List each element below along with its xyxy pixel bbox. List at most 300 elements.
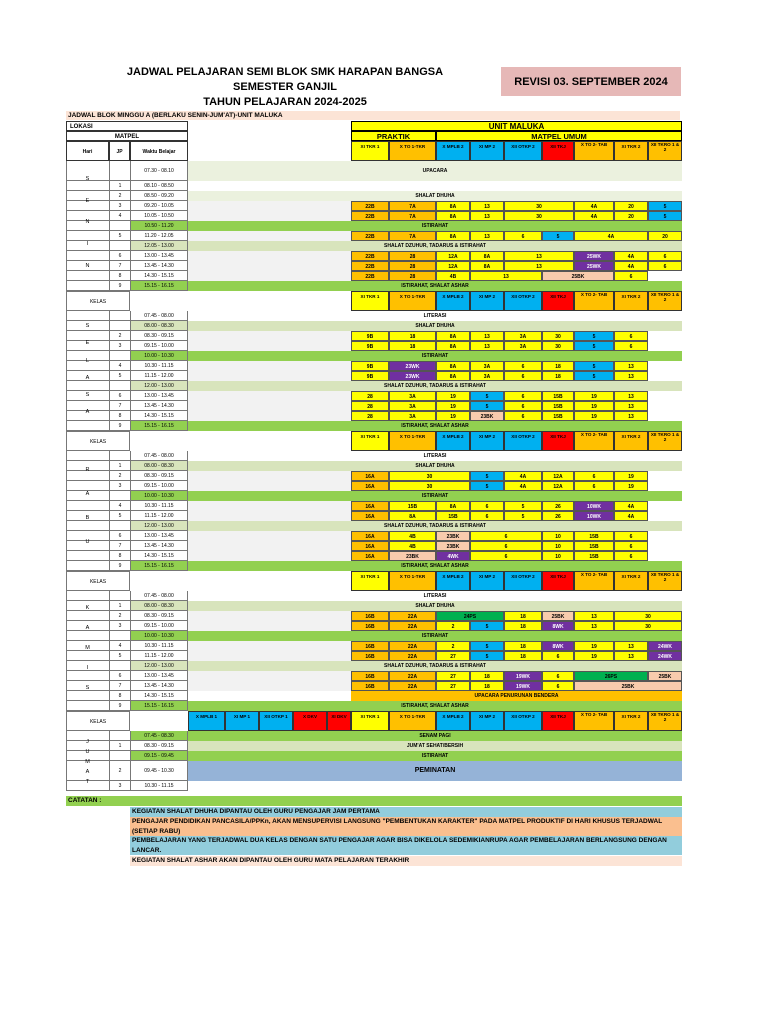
time-cell: 13.45 - 14.30 (130, 541, 188, 551)
header-row (66, 131, 682, 141)
jp-cell: 7 (109, 541, 130, 551)
day-letter-cell (66, 501, 109, 511)
header-row (66, 121, 682, 131)
schedule-cell: 28 (351, 391, 389, 401)
schedule-row (66, 631, 682, 641)
class-header: XII TKJ (542, 431, 574, 451)
schedule-cell: 8A (436, 341, 470, 351)
schedule-cell: 4A (614, 501, 648, 511)
time-cell: 14.30 - 15.15 (130, 411, 188, 421)
schedule-cell: 6 (614, 551, 648, 561)
jp-cell (109, 381, 130, 391)
class-header: X MPLB 2 (436, 431, 470, 451)
schedule-cell: 3A (470, 371, 504, 381)
kelas-header-row (66, 291, 682, 311)
kelas-label: KELAS (66, 571, 130, 591)
schedule-cell: 15B (389, 501, 436, 511)
schedule-cell: 5 (574, 371, 614, 381)
schedule-cell: 20 (614, 211, 648, 221)
schedule-cell: 19 (574, 391, 614, 401)
class-header: X MPLB 1 (188, 711, 225, 731)
schedule-cell: 6 (470, 511, 504, 521)
activity-band: ISTIRAHAT, SHALAT ASHAR (188, 701, 682, 711)
schedule-cell: 18 (542, 371, 574, 381)
schedule-cell: 15B (574, 531, 614, 541)
schedule-cell: 15B (436, 511, 470, 521)
schedule-cell: 19WK (504, 671, 542, 681)
schedule-row (66, 251, 682, 261)
jp-cell: 3 (109, 201, 130, 211)
kelas-label: KELAS (66, 291, 130, 311)
schedule-cell: 27 (436, 681, 470, 691)
schedule-cell: 13 (574, 621, 614, 631)
schedule-cell: 4A (504, 471, 542, 481)
schedule-cell: 6 (614, 331, 648, 341)
schedule-row (66, 241, 682, 251)
schedule-cell: 13 (614, 411, 648, 421)
day-letter: U (85, 749, 90, 755)
day-letter: A (85, 409, 90, 415)
day-letter-cell (66, 251, 109, 261)
schedule-cell: 13 (470, 211, 504, 221)
class-header: X TO 1-TKR (389, 141, 436, 161)
empty-area (188, 251, 351, 261)
schedule-row (66, 681, 682, 691)
class-header: XI MP 2 (470, 711, 504, 731)
schedule-cell: 6 (614, 541, 648, 551)
class-header: XII TKJ (542, 291, 574, 311)
class-header: XI DKV (327, 711, 351, 731)
schedule-cell: 6 (504, 391, 542, 401)
day-letter: M (85, 645, 90, 651)
time-cell: 09.15 - 10.00 (130, 481, 188, 491)
schedule-row (66, 191, 682, 201)
jp-cell: 7 (109, 401, 130, 411)
class-header: XII OTKP 1 (259, 711, 293, 731)
schedule-cell: 4B (389, 541, 436, 551)
activity-band: UPACARA (188, 161, 682, 181)
schedule-row (66, 751, 682, 761)
day-letter-cell (66, 561, 109, 571)
schedule-cell: 6 (614, 271, 648, 281)
class-header: X TO 2- TAB (574, 571, 614, 591)
schedule-cell: 4A (504, 481, 542, 491)
schedule-cell: 12A (542, 471, 574, 481)
waktu-header: Waktu Belajar (130, 141, 188, 161)
schedule-cell: 19 (574, 411, 614, 421)
schedule-cell: 18 (542, 361, 574, 371)
schedule-row (66, 701, 682, 711)
schedule-cell: 16A (351, 501, 389, 511)
schedule-cell: 8WK (542, 621, 574, 631)
schedule-cell: 22A (389, 671, 436, 681)
activity-band: ISTIRAHAT (188, 631, 682, 641)
schedule-row (66, 411, 682, 421)
schedule-cell: 6 (542, 681, 574, 691)
schedule-cell: 5 (470, 401, 504, 411)
schedule-cell: 16B (351, 651, 389, 661)
schedule-cell: 28 (389, 251, 436, 261)
day-letter: A (85, 625, 90, 631)
schedule-row (66, 321, 682, 331)
schedule-cell: 5 (574, 361, 614, 371)
time-cell: 08.10 - 08.50 (130, 181, 188, 191)
schedule-cell: 2 (436, 641, 470, 651)
activity-band: ISTIRAHAT, SHALAT ASHAR (188, 561, 682, 571)
schedule-row (66, 461, 682, 471)
jp-cell (109, 661, 130, 671)
jp-cell: 6 (109, 671, 130, 681)
schedule-cell: 5 (574, 341, 614, 351)
schedule-row (66, 371, 682, 381)
schedule-cell: 8A (389, 511, 436, 521)
schedule-cell: 18 (389, 341, 436, 351)
schedule-cell: 30 (614, 611, 682, 621)
schedule-row (66, 381, 682, 391)
time-cell: 13.00 - 13.45 (130, 531, 188, 541)
schedule-cell: 4A (614, 261, 648, 271)
schedule-cell: 5 (542, 231, 574, 241)
empty-area (188, 551, 351, 561)
jp-header: JP (109, 141, 130, 161)
schedule-cell: 13 (614, 401, 648, 411)
activity-band: ISTIRAHAT, SHALAT ASHAR (188, 421, 682, 431)
schedule-cell: 8A (436, 371, 470, 381)
schedule-cell: 19 (436, 411, 470, 421)
hari-header: Hari (66, 141, 109, 161)
schedule-row (66, 361, 682, 371)
schedule-cell: 13 (614, 361, 648, 371)
time-cell: 07.45 - 08.00 (130, 591, 188, 601)
jp-cell: 1 (109, 741, 130, 751)
time-cell: 13.45 - 14.30 (130, 681, 188, 691)
time-cell: 10.00 - 10.30 (130, 631, 188, 641)
schedule-cell: 6 (504, 361, 542, 371)
schedule-cell: 19 (614, 481, 648, 491)
time-cell: 09.15 - 10.00 (130, 341, 188, 351)
jp-cell: 5 (109, 651, 130, 661)
schedule-cell: 25WK (574, 251, 614, 261)
time-cell: 14.30 - 15.15 (130, 551, 188, 561)
day-letter: E (85, 198, 90, 204)
activity-band: LITERASI (188, 451, 682, 461)
schedule-row (66, 451, 682, 461)
time-cell: 07.45 - 08.30 (130, 731, 188, 741)
time-cell: 10.30 - 11.15 (130, 781, 188, 791)
schedule-row (66, 481, 682, 491)
jp-cell: 3 (109, 341, 130, 351)
day-letter: B (85, 515, 90, 521)
empty-area (188, 211, 351, 221)
schedule-row (66, 561, 682, 571)
day-letter: A (85, 769, 90, 775)
schedule-cell: 16B (351, 611, 389, 621)
jp-cell: 7 (109, 261, 130, 271)
schedule-cell: 28 (351, 401, 389, 411)
schedule-cell: 8A (436, 201, 470, 211)
schedule-cell: 10 (542, 551, 574, 561)
class-header: XII TKRO 1 & 2 (648, 141, 682, 161)
schedule-cell: 13 (614, 371, 648, 381)
schedule-cell: 4A (614, 251, 648, 261)
note-3: PEMBELAJARAN YANG TERJADWAL DUA KELAS DENGAN SATU PENGAJAR AGAR BISA DIKELOLA SEDEMIKIANRUPA AGAR PEMBELAJARAN BERLANGSUNG DENGAN LANCAR. (130, 836, 682, 855)
schedule-cell: 30 (542, 341, 574, 351)
schedule-cell: 6 (470, 531, 542, 541)
schedule-cell: 8A (470, 261, 504, 271)
jp-cell: 5 (109, 231, 130, 241)
time-cell: 15.15 - 16.15 (130, 561, 188, 571)
schedule-row (66, 331, 682, 341)
class-header: X DKV (293, 711, 327, 731)
jp-cell: 9 (109, 281, 130, 291)
empty-area (188, 471, 351, 481)
schedule-row (66, 521, 682, 531)
matpel-label: MATPEL (66, 131, 188, 141)
schedule-cell: 18 (504, 651, 542, 661)
jp-cell (109, 241, 130, 251)
schedule-cell: 13 (614, 651, 648, 661)
schedule-cell: 13 (574, 611, 614, 621)
schedule-cell: 8A (436, 231, 470, 241)
day-letter: E (85, 340, 90, 346)
time-cell: 12.05 - 13.00 (130, 241, 188, 251)
class-header: XI TKR 1 (351, 711, 389, 731)
activity-band: SHALAT DZUHUR, TADARUS & ISTIRAHAT (188, 661, 682, 671)
time-cell: 08.00 - 08.30 (130, 601, 188, 611)
schedule-row (66, 661, 682, 671)
schedule-cell: 4B (436, 271, 470, 281)
schedule-cell: 16A (351, 471, 389, 481)
schedule-cell: 19 (574, 641, 614, 651)
jp-cell (109, 631, 130, 641)
schedule-row (66, 501, 682, 511)
activity-band: ISTIRAHAT, SHALAT ASHAR (188, 281, 682, 291)
empty-area (188, 611, 351, 621)
schedule-row (66, 401, 682, 411)
class-header: X TO 2- TAB (574, 141, 614, 161)
matpel-umum-label: MATPEL UMUM (436, 131, 682, 141)
time-cell: 08.30 - 09.15 (130, 331, 188, 341)
time-cell: 15.15 - 16.15 (130, 281, 188, 291)
schedule-row (66, 541, 682, 551)
time-cell: 11.20 - 12.05 (130, 231, 188, 241)
schedule-row (66, 641, 682, 651)
schedule-cell: 30 (504, 201, 574, 211)
class-header: XII TKRO 1 & 2 (648, 711, 682, 731)
schedule-cell: 7A (389, 231, 436, 241)
schedule-cell: 30 (504, 211, 574, 221)
title-line-1: JADWAL PELAJARAN SEMI BLOK SMK HARAPAN BANGSA (126, 66, 444, 78)
time-cell: 08.30 - 09.15 (130, 741, 188, 751)
schedule-cell: 27 (436, 651, 470, 661)
schedule-cell: 19 (436, 391, 470, 401)
jp-cell: 4 (109, 211, 130, 221)
schedule-cell: 22B (351, 201, 389, 211)
schedule-cell: 13 (504, 251, 574, 261)
class-header: XI TKR 1 (351, 431, 389, 451)
empty-area (188, 341, 351, 351)
time-cell: 11.15 - 12.00 (130, 651, 188, 661)
schedule-cell: 6 (504, 411, 542, 421)
empty-area (188, 361, 351, 371)
schedule-cell: 25WK (574, 261, 614, 271)
activity-band: ISTIRAHAT (188, 221, 682, 231)
empty-area (188, 371, 351, 381)
time-cell: 09.20 - 10.05 (130, 201, 188, 211)
activity-band: JUM'AT SEHAT/BERSIH (188, 741, 682, 751)
activity-band: LITERASI (188, 311, 682, 321)
empty-area (188, 231, 351, 241)
schedule-row (66, 221, 682, 231)
schedule-cell: 25BK (574, 681, 682, 691)
schedule-cell: 16A (351, 481, 389, 491)
schedule-cell: 30 (542, 331, 574, 341)
schedule-cell: 8A (436, 361, 470, 371)
schedule-row (66, 651, 682, 661)
schedule-cell: 23BK (436, 531, 470, 541)
schedule-cell: 22B (351, 231, 389, 241)
schedule-row (66, 311, 682, 321)
schedule-cell: 26 (542, 511, 574, 521)
schedule-cell: 6 (542, 671, 574, 681)
schedule-cell: 19 (436, 401, 470, 411)
class-header: X TO 1-TKR (389, 291, 436, 311)
schedule-row (66, 341, 682, 351)
schedule-cell: 10 (542, 541, 574, 551)
class-header: X MPLB 2 (436, 711, 470, 731)
class-header: XII OTKP 2 (504, 141, 542, 161)
schedule-row (66, 731, 682, 741)
schedule-cell: 28 (351, 411, 389, 421)
schedule-cell: 24PS (436, 611, 504, 621)
schedule-cell: 10WK (574, 501, 614, 511)
day-letter: N (85, 263, 90, 269)
class-header: XI TKR 2 (614, 291, 648, 311)
schedule-cell: 25BK (542, 611, 574, 621)
schedule-cell: 8A (436, 211, 470, 221)
schedule-cell: 25BK (542, 271, 614, 281)
schedule-cell: 6 (614, 341, 648, 351)
time-cell: 12.00 - 13.00 (130, 381, 188, 391)
jp-cell (109, 521, 130, 531)
schedule-row (66, 281, 682, 291)
activity-band: SHALAT DZUHUR, TADARUS & ISTIRAHAT (188, 521, 682, 531)
activity-band: SHALAT DHUHA (188, 191, 682, 201)
empty-area (188, 671, 351, 681)
class-header: XI TKR 2 (614, 571, 648, 591)
class-header: X TO 1-TKR (389, 431, 436, 451)
jp-cell: 3 (109, 481, 130, 491)
activity-band: SHALAT DHUHA (188, 321, 682, 331)
time-cell: 09.45 - 10.30 (130, 761, 188, 781)
schedule-cell: 13 (470, 271, 542, 281)
time-cell: 10.30 - 11.15 (130, 501, 188, 511)
note-1: KEGIATAN SHALAT DHUHA DIPANTAU OLEH GURU PENGAJAR JAM PERTAMA (130, 807, 682, 817)
schedule-cell: 6 (470, 501, 504, 511)
class-header: XI TKR 1 (351, 141, 389, 161)
lokasi-label: LOKASI (66, 121, 188, 131)
schedule-row (66, 671, 682, 681)
schedule-cell: 7A (389, 211, 436, 221)
kelas-header-row (66, 431, 682, 451)
class-header: X TO 2- TAB (574, 711, 614, 731)
schedule-cell: 6 (614, 531, 648, 541)
jp-cell (109, 321, 130, 331)
schedule-cell: 5 (470, 471, 504, 481)
class-header: XII OTKP 2 (504, 291, 542, 311)
schedule-cell: 6 (574, 471, 614, 481)
schedule-row (66, 591, 682, 601)
schedule-cell: 5 (470, 391, 504, 401)
jp-cell: 2 (109, 191, 130, 201)
schedule-cell: 22A (389, 611, 436, 621)
schedule-cell: 19 (574, 401, 614, 411)
notes-label: CATATAN : (68, 797, 102, 804)
empty-area (188, 401, 351, 411)
schedule-row (66, 471, 682, 481)
schedule-cell: 12A (436, 261, 470, 271)
schedule-cell: 8WK (542, 641, 574, 651)
time-cell: 08.30 - 09.15 (130, 611, 188, 621)
schedule-cell: 3A (389, 391, 436, 401)
day-letter: U (85, 539, 90, 545)
day-letter: A (85, 491, 90, 497)
schedule-cell: 30 (614, 621, 682, 631)
schedule-cell: 16A (351, 541, 389, 551)
schedule-cell: 10 (542, 531, 574, 541)
schedule-row (66, 271, 682, 281)
time-cell: 14.30 - 15.15 (130, 691, 188, 701)
schedule-cell: 19WK (504, 681, 542, 691)
schedule-cell: 4A (574, 211, 614, 221)
kelas-header-row (66, 711, 682, 731)
time-cell: 12.00 - 13.00 (130, 521, 188, 531)
schedule-row (66, 391, 682, 401)
schedule-cell: 30 (389, 471, 470, 481)
schedule-row (66, 601, 682, 611)
schedule-cell: 8A (436, 331, 470, 341)
schedule-cell: 30 (389, 481, 470, 491)
schedule-cell: 26PS (574, 671, 648, 681)
schedule-cell: 19 (574, 651, 614, 661)
schedule-cell: 18 (470, 671, 504, 681)
schedule-cell: 22B (351, 271, 389, 281)
time-cell: 11.15 - 12.00 (130, 511, 188, 521)
jp-cell: 4 (109, 501, 130, 511)
schedule-cell: 16B (351, 671, 389, 681)
schedule-cell: 6 (542, 651, 574, 661)
time-cell: 10.30 - 11.15 (130, 361, 188, 371)
schedule-cell: 5 (574, 331, 614, 341)
schedule-cell: 19 (614, 471, 648, 481)
kelas-header-row (66, 571, 682, 591)
day-letter-cell (66, 271, 109, 281)
jp-cell: 8 (109, 271, 130, 281)
class-header: XI TKR 1 (351, 291, 389, 311)
jp-cell: 9 (109, 701, 130, 711)
schedule-cell: 6 (504, 371, 542, 381)
jp-cell (109, 591, 130, 601)
schedule-cell: 13 (470, 201, 504, 211)
schedule-row (66, 551, 682, 561)
activity-band: UPACARA PENURUNAN BENDERA (351, 691, 682, 701)
day-letter-cell (66, 311, 109, 321)
schedule-row (66, 611, 682, 621)
jp-cell (109, 161, 130, 181)
time-cell: 08.00 - 08.30 (130, 461, 188, 471)
jp-cell: 1 (109, 601, 130, 611)
time-cell: 13.45 - 14.30 (130, 401, 188, 411)
